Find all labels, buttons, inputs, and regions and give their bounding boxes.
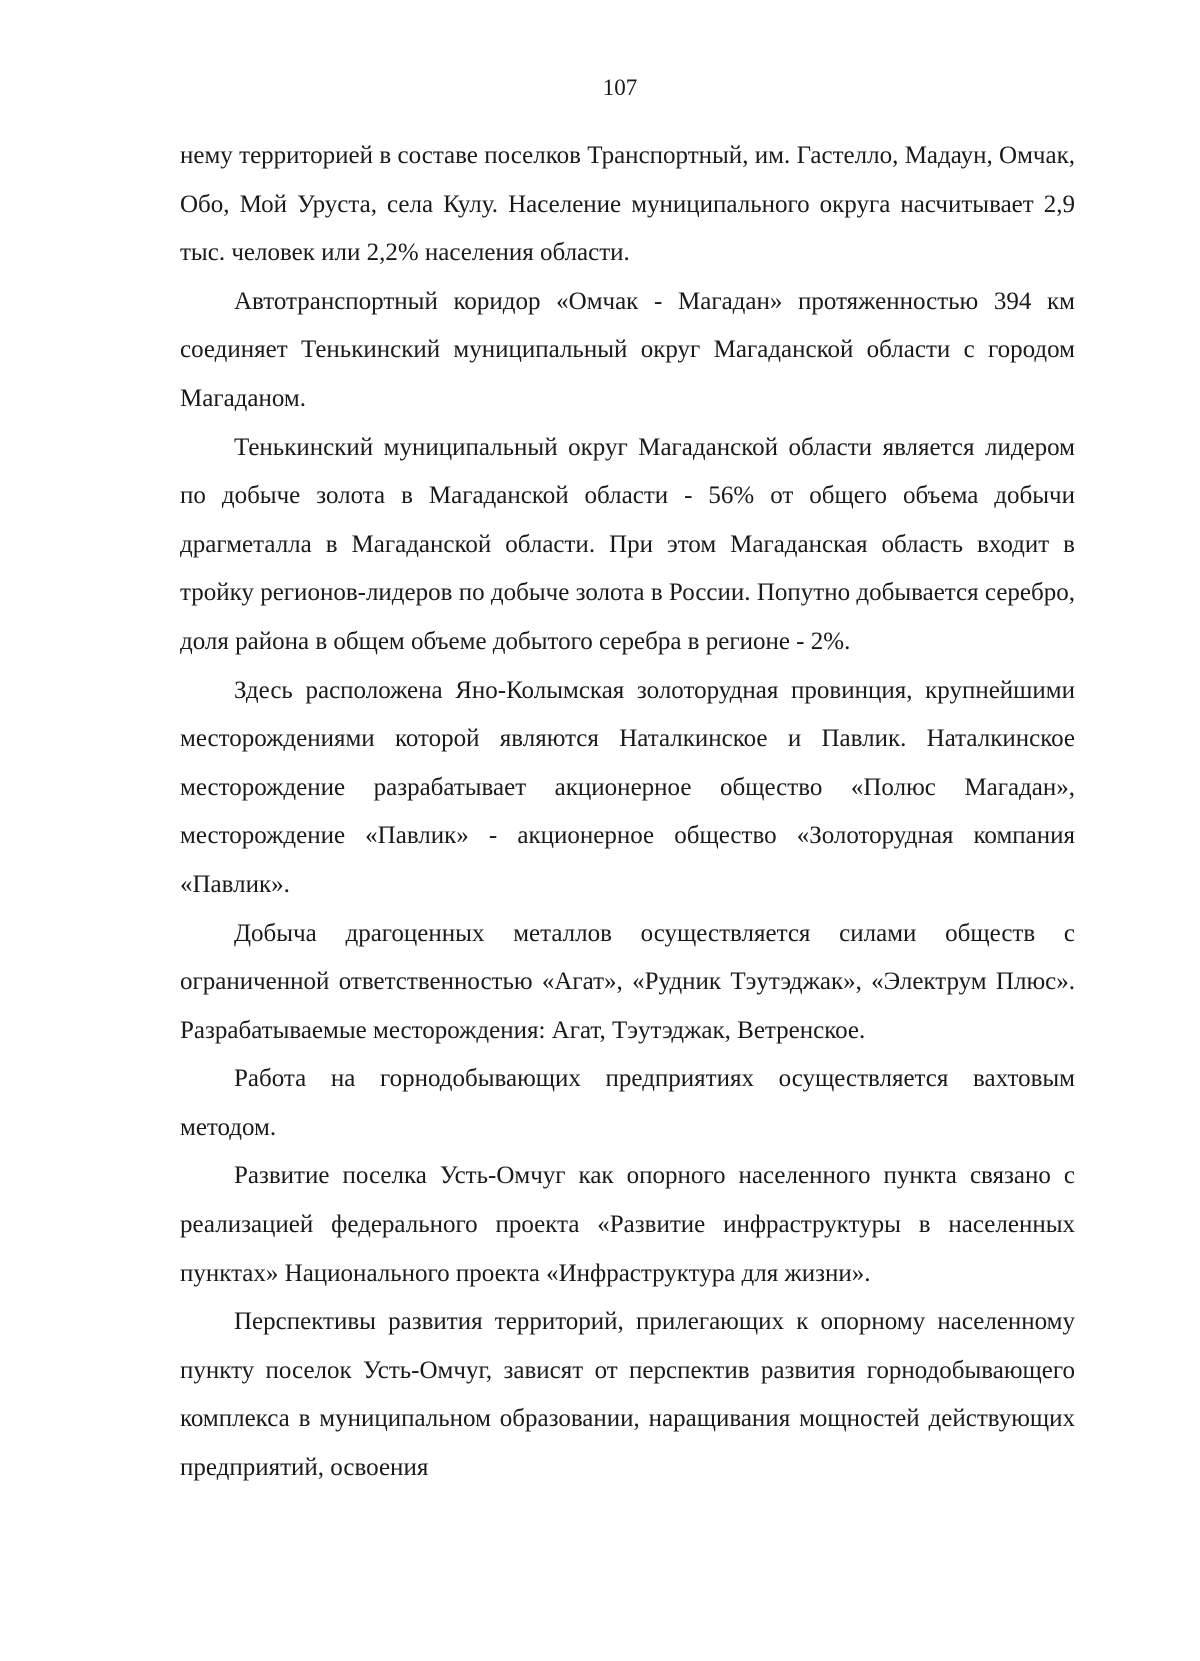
paragraph-mining-companies: Добыча драгоценных металлов осуществляется силами обществ с ограниченной ответственностью «Агат», «Рудник Тэутэджак», «Электрум Плюс». Разрабатываемые месторождения: Агат, Тэутэджак, Ветренское. (180, 919, 1075, 1044)
paragraph-ust-omchug-development: Развитие поселка Усть-Омчуг как опорного населенного пункта связано с реализацией федерального проекта «Развитие инфраструктуры в населенных пунктах» Национального проекта «Инфраструктура для жизни». (180, 1162, 1075, 1287)
paragraph-settlements: нему территорией в составе поселков Транспортный, им. Гастелло, Мадаун, Омчак, Обо, Мой Уруста, села Кулу. Население муниципального округа насчитывает 2,9 тыс. человек или 2,2% населения области. (180, 142, 1075, 267)
paragraph-prospects: Перспективы развития территорий, прилегающих к опорному населенному пункту поселок Усть-Омчуг, зависят от перспектив развития горнодобывающего комплекса в муниципальном образовании, наращивания мощностей действующих предприятий, освоения (180, 1308, 1075, 1482)
paragraph-road-corridor: Автотранспортный коридор «Омчак - Магадан» протяженностью 394 км соединяет Тенькинский муниципальный округ Магаданской области с городом Магаданом. (180, 287, 1075, 412)
paragraph-shift-work: Работа на горнодобывающих предприятиях осуществляется вахтовым методом. (180, 1065, 1075, 1141)
page-number: 107 (602, 75, 638, 100)
paragraph-gold-leadership: Тенькинский муниципальный округ Магаданской области является лидером по добыче золота в Магаданской области - 56% от общего объема добычи драгметалла в Магаданской области. При этом Магаданская область входит в тройку регионов-лидеров по добыче золота в России. Попутно добывается серебро, доля района в общем объеме добытого серебра в регионе - 2%. (180, 433, 1075, 655)
paragraph-gold-province: Здесь расположена Яно-Колымская золоторудная провинция, крупнейшими месторождениями которой являются Наталкинское и Павлик. Наталкинское месторождение разрабатывает акционерное общество «Полюс Магадан», месторождение «Павлик» - акционерное общество «Золоторудная компания «Павлик». (180, 676, 1075, 898)
body-text (180, 132, 1075, 1493)
